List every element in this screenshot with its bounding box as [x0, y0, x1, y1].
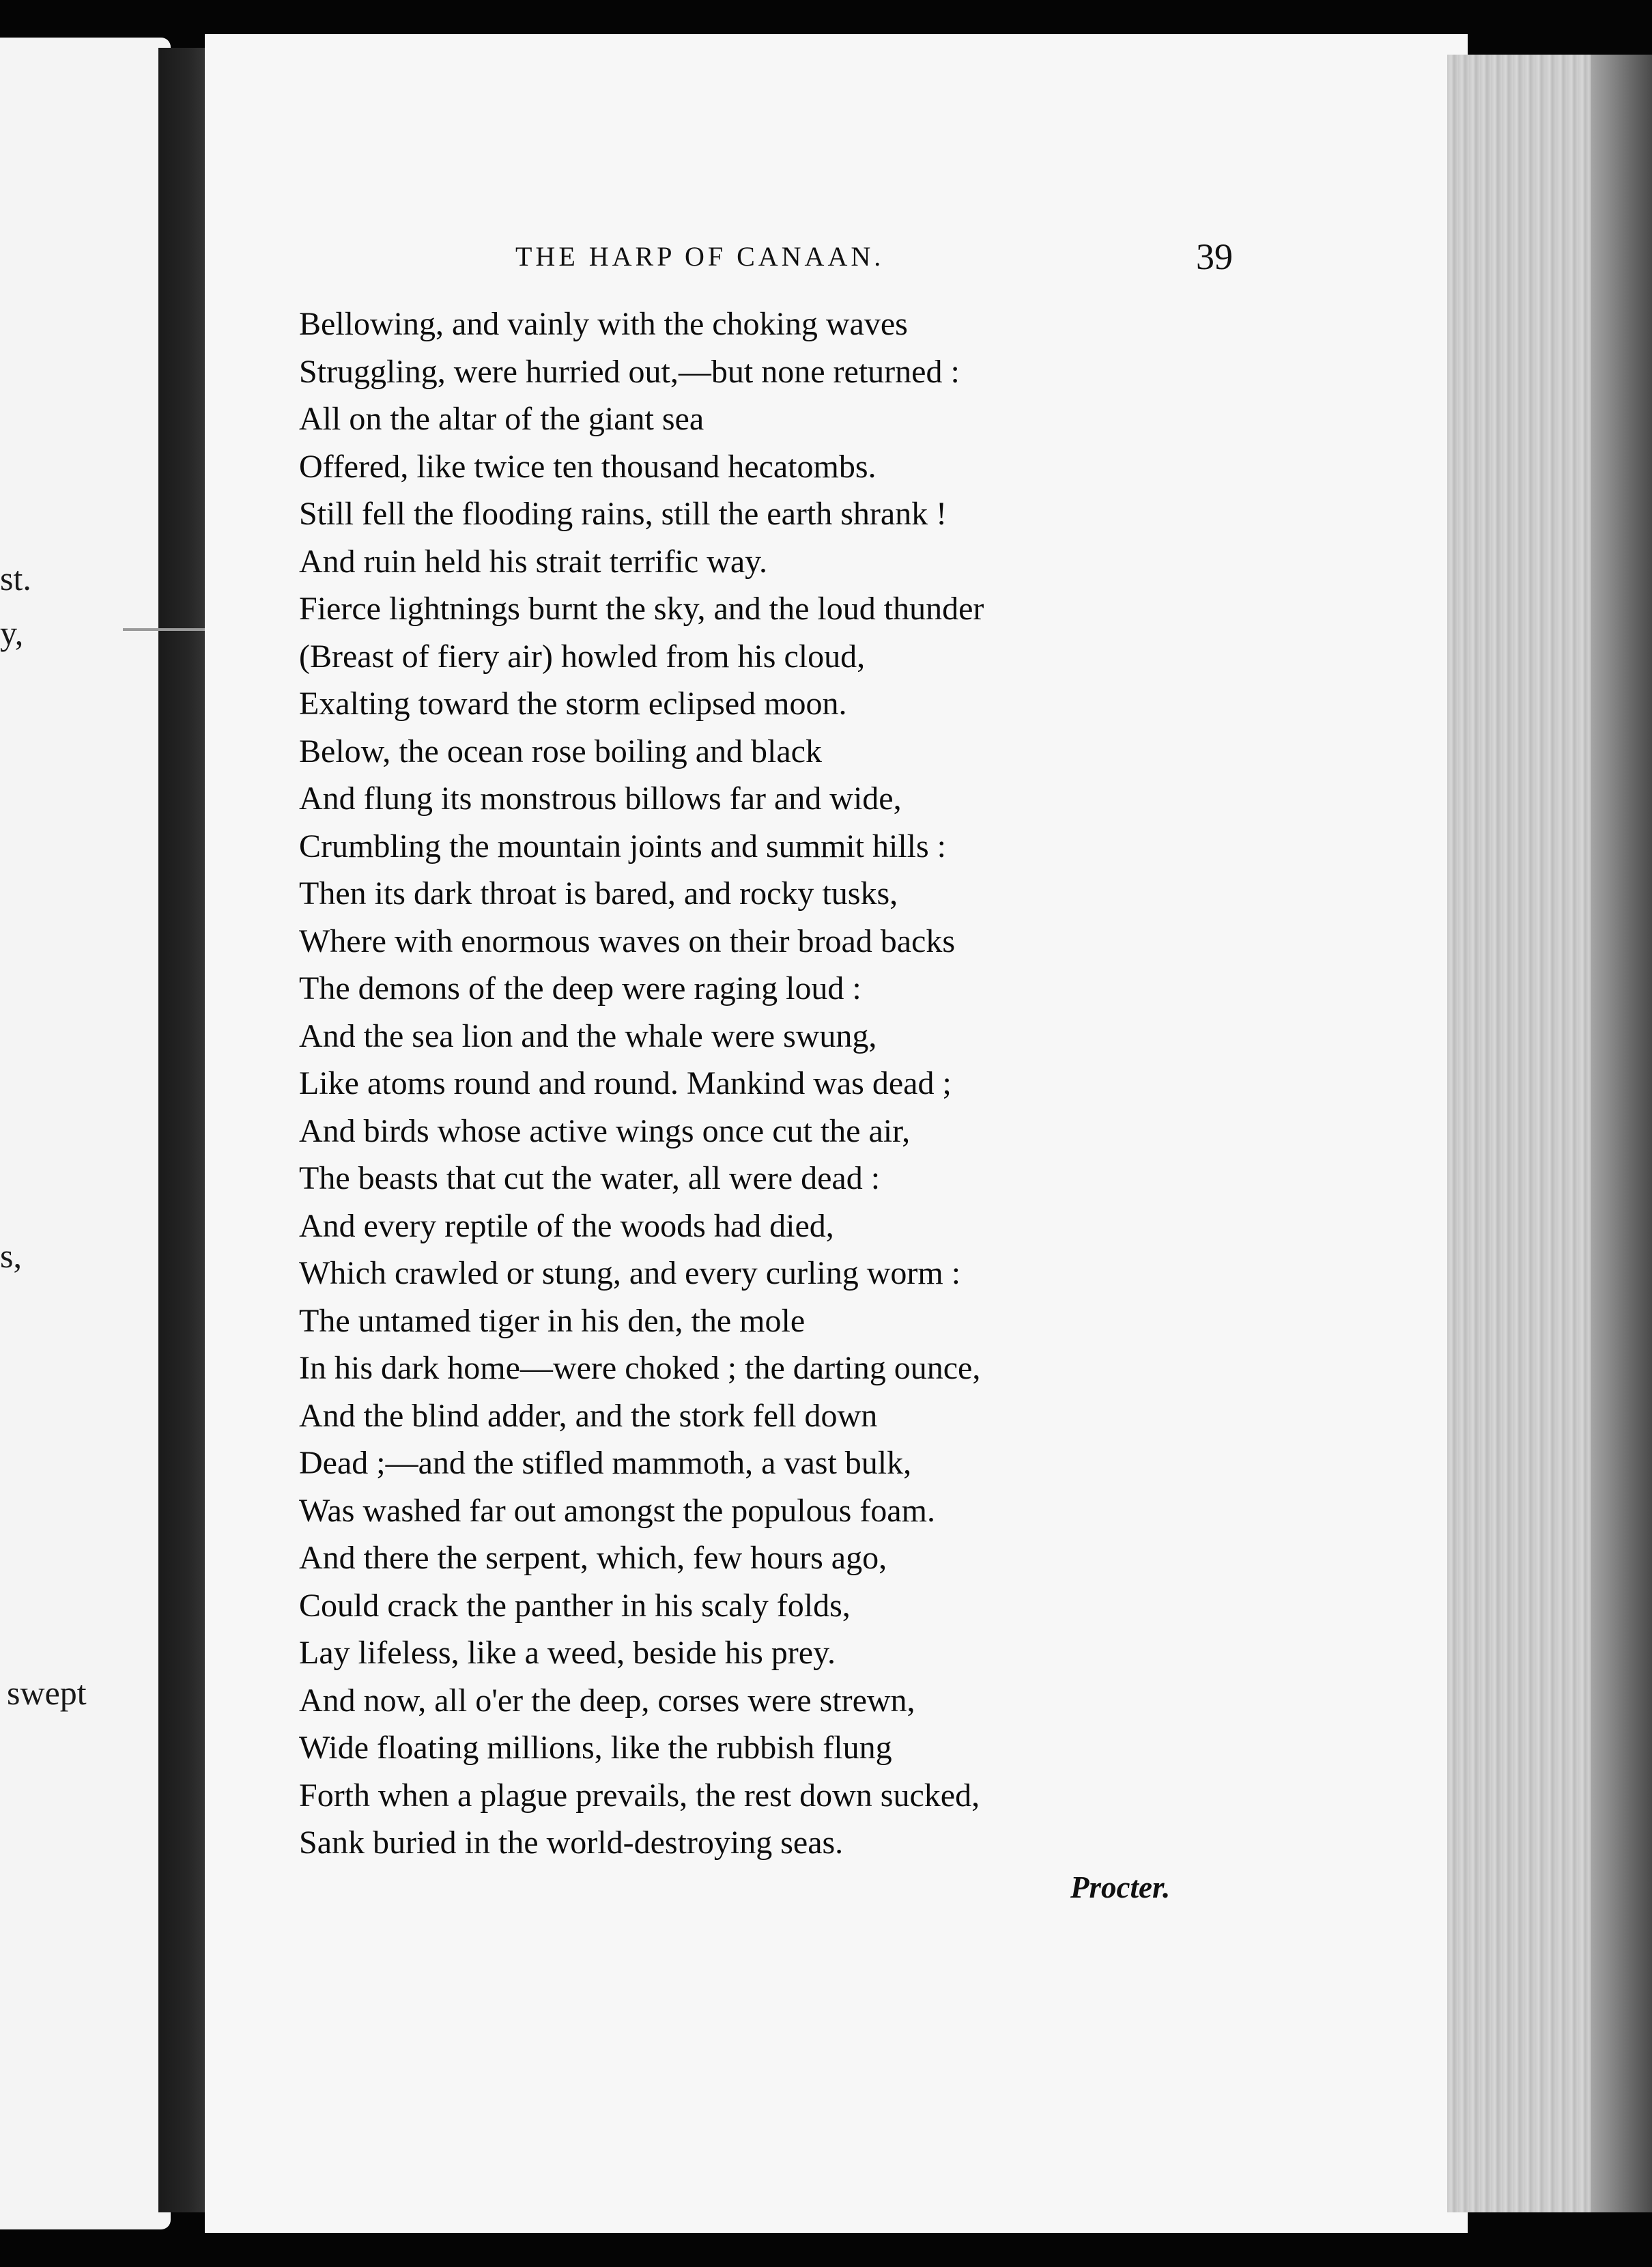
- left-page-fragment: y,: [0, 614, 24, 652]
- poem-line: Below, the ocean rose boiling and black: [299, 733, 822, 770]
- author-attribution: Procter.: [1070, 1870, 1171, 1904]
- poem-line: Then its dark throat is bared, and rocky tusks,: [299, 875, 898, 912]
- poem-line: The beasts that cut the water, all were dead :: [299, 1160, 881, 1196]
- poem-line: Exalting toward the storm eclipsed moon.: [299, 686, 847, 722]
- poem-line: Still fell the flooding rains, still the earth shrank !: [299, 496, 948, 532]
- poem-line: Wide floating millions, like the rubbish flung: [299, 1730, 892, 1766]
- page-number: 39: [1196, 236, 1233, 277]
- poem-line: Lay lifeless, like a weed, beside his prey.: [299, 1635, 836, 1671]
- poem-line: Offered, like twice ten thousand hecatombs.: [299, 448, 877, 485]
- poem-line: Could crack the panther in his scaly folds,: [299, 1587, 851, 1624]
- poem-line: The demons of the deep were raging loud :: [299, 970, 861, 1006]
- left-page-fragment: swept: [7, 1674, 87, 1712]
- poem-line: Was washed far out amongst the populous foam.: [299, 1492, 935, 1529]
- page-edges-shadow: [1591, 55, 1652, 2212]
- poem-line: (Breast of fiery air) howled from his cloud,: [299, 638, 866, 675]
- running-head: THE HARP OF CANAAN.: [515, 241, 885, 272]
- poem-line: In his dark home—were choked ; the darting ounce,: [299, 1350, 981, 1386]
- poem-line: All on the altar of the giant sea: [299, 401, 704, 437]
- margin-mark: [123, 628, 205, 631]
- poem-text: [299, 300, 1207, 1867]
- poem-line: And the blind adder, and the stork fell down: [299, 1397, 878, 1434]
- poem-line: Forth when a plague prevails, the rest down sucked,: [299, 1777, 980, 1814]
- left-page: [0, 38, 171, 2229]
- poem-line: Which crawled or stung, and every curling worm :: [299, 1255, 961, 1291]
- poem-line: And every reptile of the woods had died,: [299, 1207, 834, 1244]
- left-page-fragment: s,: [0, 1237, 22, 1275]
- poem-line: The untamed tiger in his den, the mole: [299, 1302, 806, 1339]
- poem-line: Dead ;—and the stifled mammoth, a vast bulk,: [299, 1445, 912, 1481]
- poem-line: And ruin held his strait terrific way.: [299, 543, 768, 580]
- poem-line: And there the serpent, which, few hours ago,: [299, 1540, 887, 1576]
- poem-line: Crumbling the mountain joints and summit hills :: [299, 828, 946, 864]
- poem-line: Like atoms round and round. Mankind was dead ;: [299, 1065, 952, 1101]
- poem-line: Where with enormous waves on their broad backs: [299, 923, 956, 959]
- poem-line: Fierce lightnings burnt the sky, and the loud thunder: [299, 591, 984, 627]
- poem-line: And the sea lion and the whale were swung,: [299, 1017, 877, 1054]
- left-page-fragment: st.: [0, 559, 31, 597]
- poem-line: Struggling, were hurried out,—but none returned :: [299, 353, 960, 390]
- poem-line: And flung its monstrous billows far and wide,: [299, 780, 902, 817]
- poem-line: And birds whose active wings once cut the air,: [299, 1112, 911, 1149]
- poem-line: Sank buried in the world-destroying seas.: [299, 1825, 844, 1861]
- poem-line: Bellowing, and vainly with the choking waves: [299, 306, 908, 342]
- scan-border: [0, 2233, 1652, 2267]
- poem-line: And now, all o'er the deep, corses were strewn,: [299, 1682, 915, 1719]
